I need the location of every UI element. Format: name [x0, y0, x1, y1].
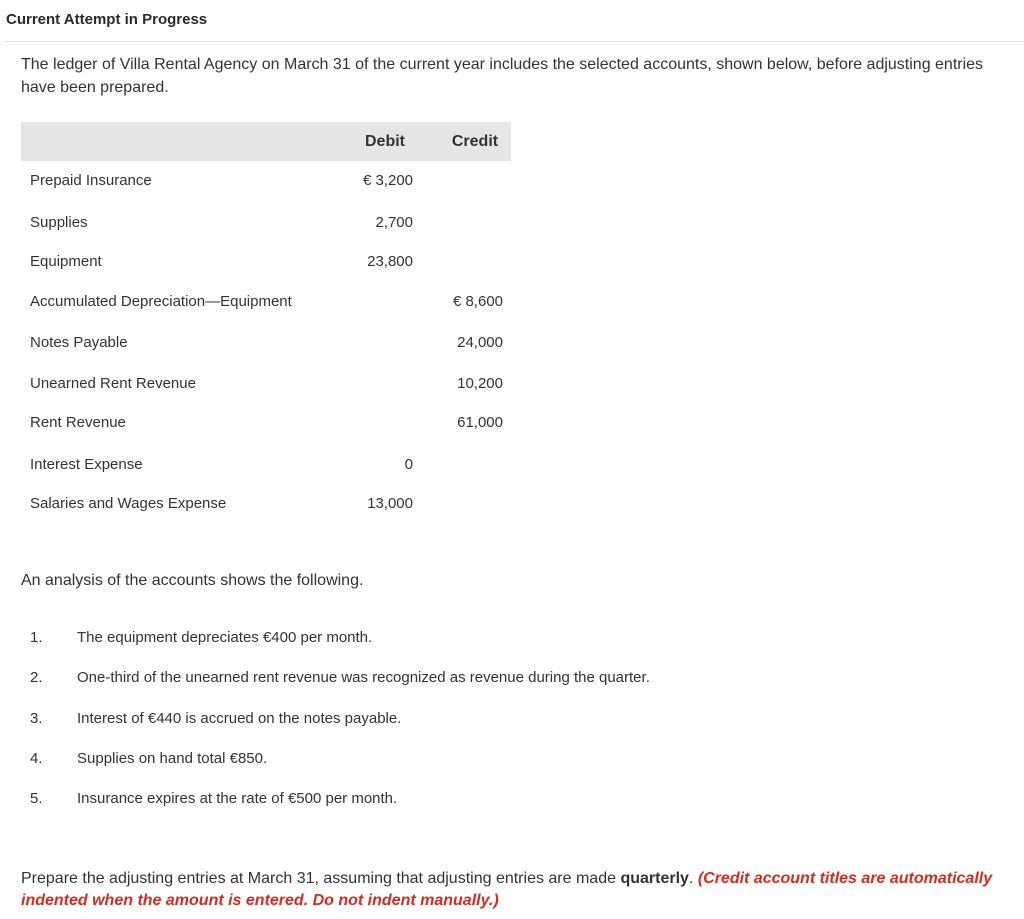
- instructions-emphasis: quarterly: [620, 870, 689, 887]
- item-text: One-third of the unearned rent revenue was recognized as revenue during the quarter.: [77, 669, 650, 686]
- item-text: Interest of €440 is accrued on the notes payable.: [77, 710, 402, 727]
- item-text: Insurance expires at the rate of €500 per month.: [77, 790, 398, 807]
- debit-amount: € 3,200: [362, 172, 413, 189]
- analysis-item: [21, 710, 1001, 732]
- item-text: The equipment depreciates €400 per month.: [77, 629, 373, 646]
- account-name: Notes Payable: [30, 334, 128, 351]
- account-name: Rent Revenue: [30, 414, 126, 431]
- ledger-row-rent-revenue: [21, 414, 511, 436]
- question-intro: The ledger of Villa Rental Agency on March 31 of the current year includes the selected accounts, shown below, before adjusting entries have been prepared.: [21, 56, 984, 96]
- item-number: 1.: [30, 629, 43, 646]
- debit-amount: 13,000: [367, 495, 413, 512]
- instructions: [21, 868, 1006, 912]
- item-number: 5.: [30, 790, 43, 807]
- analysis-item: [21, 750, 1001, 772]
- ledger-row-interest-expense: [21, 456, 511, 478]
- item-text: Supplies on hand total €850.: [77, 750, 268, 767]
- credit-column-header: Credit: [451, 133, 499, 150]
- ledger-table-header: [21, 122, 511, 161]
- ledger-row-unearned-rent-revenue: [21, 375, 511, 397]
- item-number: 4.: [30, 750, 43, 767]
- credit-amount: 61,000: [457, 414, 503, 431]
- debit-amount: 0: [404, 456, 413, 473]
- debit-column-header: Debit: [365, 133, 405, 150]
- analysis-intro: An analysis of the accounts shows the following.: [21, 572, 364, 589]
- account-name: Unearned Rent Revenue: [30, 375, 196, 392]
- divider: [6, 41, 1024, 42]
- credit-amount: 24,000: [457, 334, 503, 351]
- account-name: Prepaid Insurance: [30, 172, 152, 189]
- account-name: Supplies: [30, 214, 88, 231]
- credit-amount: € 8,600: [452, 293, 503, 310]
- account-name: Salaries and Wages Expense: [30, 495, 227, 512]
- item-number: 3.: [30, 710, 43, 727]
- debit-amount: 2,700: [375, 214, 413, 231]
- account-name: Accumulated Depreciation—Equipment: [30, 293, 292, 310]
- attempt-status: Current Attempt in Progress: [6, 11, 208, 28]
- item-number: 2.: [30, 669, 43, 686]
- instructions-text: Prepare the adjusting entries at March 31, assuming that adjusting entries are made: [21, 870, 621, 887]
- analysis-item: [21, 790, 1001, 812]
- credit-amount: 10,200: [457, 375, 503, 392]
- ledger-row-notes-payable: [21, 334, 511, 356]
- debit-amount: 23,800: [367, 253, 413, 270]
- ledger-row-salaries-wages-expense: [21, 495, 511, 517]
- instructions-note: (Credit account titles are automatically indented when the amount is entered. Do not indent manually.): [21, 870, 993, 909]
- account-name: Equipment: [30, 253, 102, 270]
- ledger-row-equipment: [21, 253, 511, 275]
- ledger-row-supplies: [21, 214, 511, 236]
- account-name: Interest Expense: [30, 456, 143, 473]
- ledger-row-prepaid-insurance: [21, 172, 511, 194]
- ledger-row-accumulated-depreciation: [21, 293, 511, 315]
- analysis-item: [21, 629, 1001, 651]
- instructions-suffix: .: [688, 870, 698, 887]
- analysis-item: [21, 669, 1001, 691]
